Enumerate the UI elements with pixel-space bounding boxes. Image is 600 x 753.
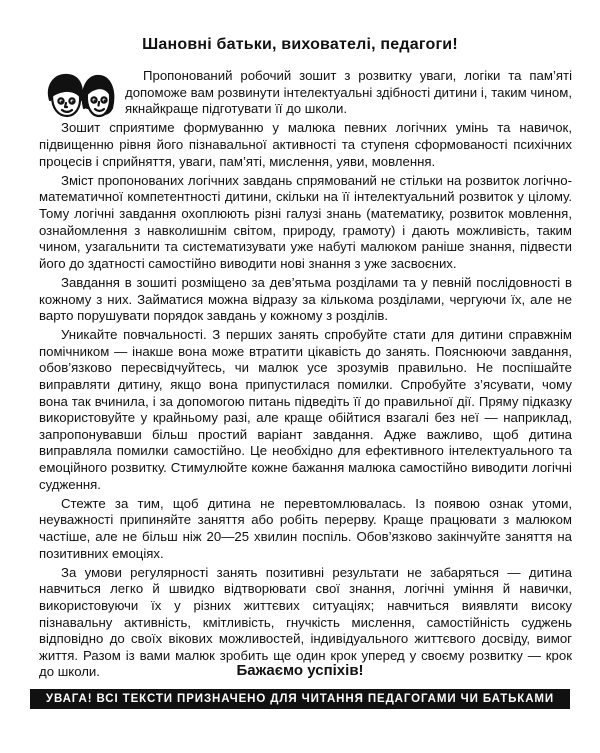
paragraph: Зошит сприятиме формуванню у малюка певних логічних умінь та навичок, підвищенню рівня його пізнавальної активності та ступеня сформованості психічних процесів і сприйняття, уваги, пам’яті, мислення, уяви, мовлення. <box>39 120 572 169</box>
warning-banner: УВАГА! ВСІ ТЕКСТИ ПРИЗНАЧЕНО ДЛЯ ЧИТАННЯ ПЕДАГОГАМИ ЧИ БАТЬКАМИ <box>30 689 570 709</box>
paragraph: Стежте за тим, щоб дитина не перевтомлювалась. Із появою ознак утоми, неуважності припиняйте заняття або робіть перерву. Краще працювати з малюком частіше, але не більш ніж 20—25 хвилин поспіль. Обов’язково закінчуйте заняття на позитивних емоціях. <box>39 495 572 561</box>
paragraph: Уникайте повчальності. З перших занять спробуйте стати для дитини справжнім помічником — інакше вона може втратити цікавість до занять. Пояснюючи завдання, обов’язково пересвідчуйтесь, чи малюк усе зрозумів правильно. Не поспішайте виправляти дитину, якщо вона припустилася помилки. Спробуйте з’ясувати, чому вона так вчинила, і за допомогою питань підведіть її до правильної дії. Пряму підказку використовуйте у крайньому разі, але краще обійтися взагалі без неї — наприклад, запропонувавши більш простий варіант завдання. Адже важливо, щоб дитина виправляла помилки самостійно. Це необхідно для ефективного інтелектуального та емоційного розвитку. Стимулюйте кожне бажання малюка самостійно виводити логічні судження. <box>39 327 572 492</box>
paragraph: Завдання в зошиті розміщено за дев’ятьма розділами та у певній послідовності в кожному з них. Займатися можна відразу за кількома розділами, чергуючи їх, але не варто порушувати порядок завдань у кожному з розділів. <box>39 274 572 324</box>
paragraph: За умови регулярності занять позитивні результати не забаряться — дитина навчиться легко й швидко відтворювати свої знання, логічні уміння й навички, використовуючи їх у різних життєвих ситуаціях; навчиться виявляти високу пізнавальну активність, кмітливість, гнучкість мислення, самостійність суджень відповідно до своїх вікових можливостей, індивідуального життєвого досвіду, вимог життя. Разом із вами малюк зробить ще один крок уперед у своєму розвитку — крок до школи. <box>39 564 572 680</box>
paragraph: Пропонований робочий зошит з розвитку уваги, логіки та пам’яті допоможе вам розвинути інтелектуальні здібності дитини і, таким чином, якнайкраще підготувати її до школи. <box>125 68 572 117</box>
closing-wish: Бажаємо успіхів! <box>236 662 364 679</box>
intro-text <box>39 68 572 684</box>
page-title: Шановні батьки, вихователі, педагоги! <box>142 36 458 53</box>
paragraph: Зміст пропонованих логічних завдань спрямований не стільки на розвиток логічно-математичної компетентності дитини, скільки на її інтелектуальний розвиток у цілому. Тому логічні завдання охоплюють різні галузі знань (математику, розвиток мовлення, ознайомлення з навколишнім світом, природу, грамоту) і дають можливість, таким чином, узагальнити та систематизувати уже набуті малюком раніше знання, підвести його до здатності самостійно виводити нові знання з уже засвоєних. <box>39 172 572 271</box>
